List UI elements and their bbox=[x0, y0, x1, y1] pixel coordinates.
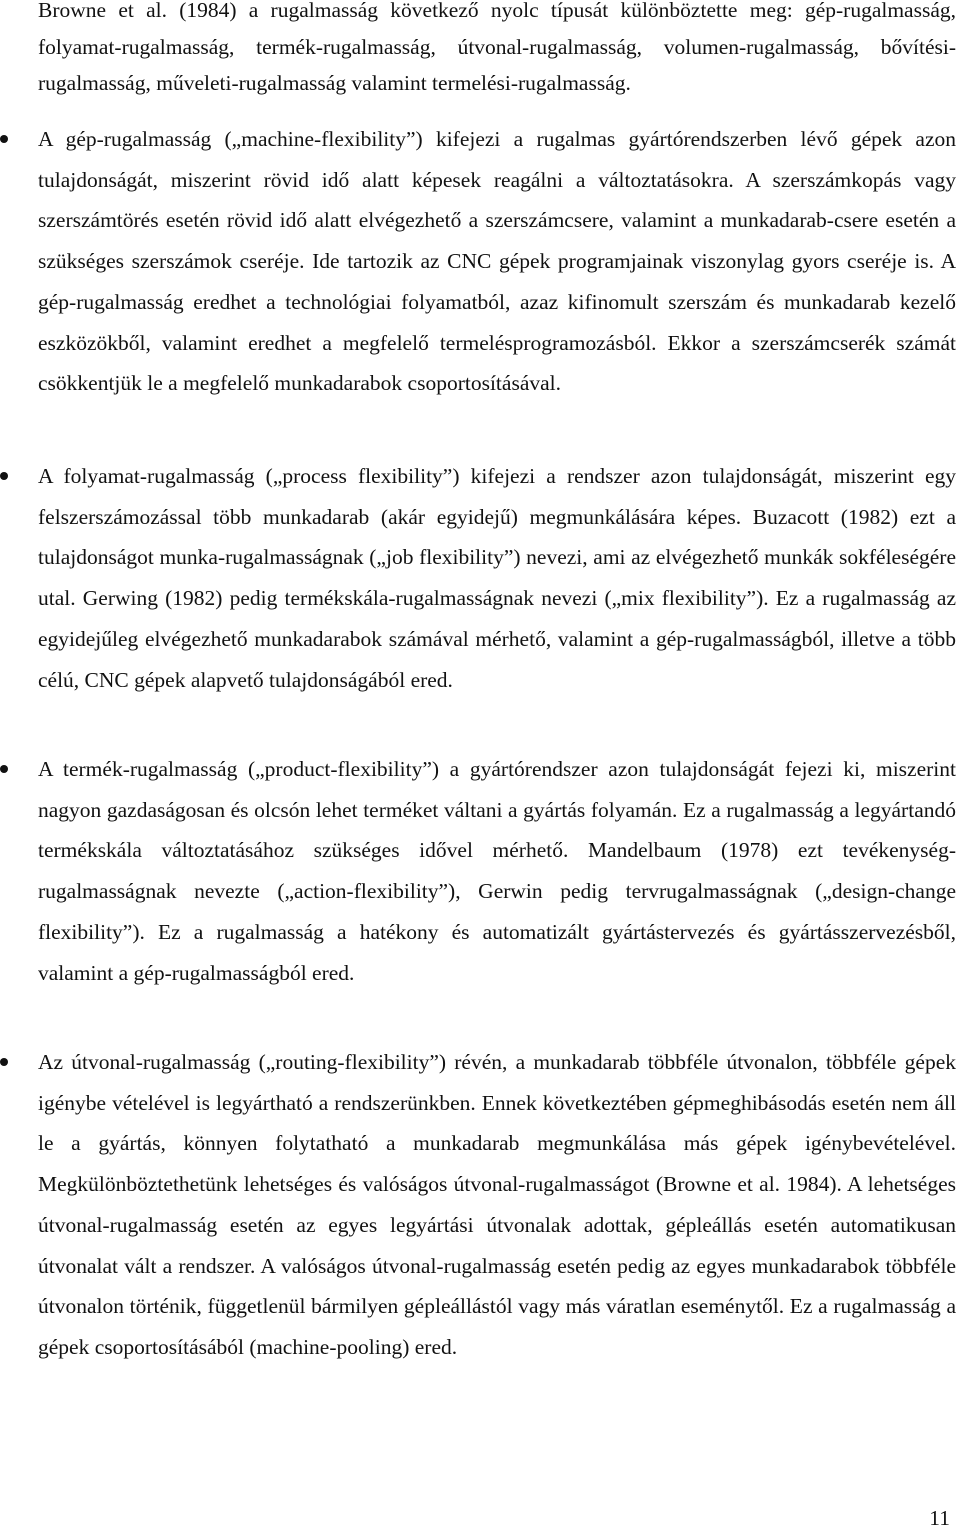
bullet-icon bbox=[0, 1058, 8, 1066]
page-number: 11 bbox=[929, 1506, 950, 1530]
list-item-process-flexibility bbox=[38, 456, 956, 700]
list-item-text: Az útvonal-rugalmasság („routing-flexibility”) révén, a munkadarab többféle útvonalon, többféle gépek igénybe vételével is legyártható a rendszerünkben. Ennek következtében gépmeghibásodás esetén nem áll le a gyártás, könnyen folytatható a munkadarab megmunkálása más gépek igénybevételével. Megkülönböztethetünk lehetséges és valóságos útvonal-rugalmasságot (Browne et al. 1984). A lehetséges útvonal-rugalmasság esetén az egyes legyártási útvonalak adottak, gépleállás esetén automatikusan útvonalat vált a rendszer. A valóságos útvonal-rugalmasság esetén pedig az egyes munkadarabok többféle útvonalon történik, függetlenül bármilyen gépleállástól vagy más váratlan eseménytől. Ez a rugalmasság a gépek csoportosításából (machine-pooling) ered. bbox=[38, 1050, 956, 1359]
list-item-text: A termék-rugalmasság („product-flexibility”) a gyártórendszer azon tulajdonságát fejezi ki, miszerint nagyon gazdaságosan és olcsón lehet terméket váltani a gyártás folyamán. Ez a rugalmasság a legyártandó termékskála változtatásához szükséges idővel mérhető. Mandelbaum (1978) ezt tevékenység-rugalmasságnak nevezte („action-flexibility”), Gerwin pedig tervrugalmasságnak („design-change flexibility”). Ez a rugalmasság a hatékony és automatizált gyártástervezés és gyártásszervezésből, valamint a gép-rugalmasságból ered. bbox=[38, 757, 956, 985]
bullet-icon bbox=[0, 765, 8, 773]
list-item-routing-flexibility bbox=[38, 1042, 956, 1368]
bullet-icon bbox=[0, 472, 8, 480]
list-item-text: A folyamat-rugalmasság („process flexibility”) kifejezi a rendszer azon tulajdonságát, miszerint egy felszerszámozással több munkadarab (akár egyidejű) megmunkálására képes. Buzacott (1982) ezt a tulajdonságot munka-rugalmasságnak („job flexibility”) nevezi, ami az elvégezhető munkák sokféleségére utal. Gerwing (1982) pedig termékskála-rugalmasságnak nevezi („mix flexibility”). Ez a rugalmasság az egyidejűleg elvégezhető munkadarabok számával mérhető, valamint a gép-rugalmasságból, illetve a több célú, CNC gépek alapvető tulajdonságából ered. bbox=[38, 464, 956, 692]
list-item-product-flexibility bbox=[38, 749, 956, 993]
list-item-text: A gép-rugalmasság („machine-flexibility”) kifejezi a rugalmas gyártórendszerben lévő gépek azon tulajdonságát, miszerint rövid idő alatt képesek reagálni a változtatásokra. A szerszámkopás vagy szerszámtörés esetén rövid idő alatt elvégezhető a szerszámcsere, valamint a munkadarab-csere esetén a szükséges szerszámok cseréje. Ide tartozik az CNC gépek programjainak viszonylag gyors cseréje is. A gép-rugalmasság eredhet a technológiai folyamatból, azaz kifinomult szerszám és munkadarab kezelő eszközökből, valamint eredhet a megfelelő termelésprogramozásból. Ekkor a szerszámcserék számát csökkentjük le a megfelelő munkadarabok csoportosításával. bbox=[38, 127, 956, 396]
bullet-icon bbox=[0, 135, 8, 143]
intro-paragraph: Browne et al. (1984) a rugalmasság következő nyolc típusát különböztette meg: gép-rugalmasság, folyamat-rugalmasság, termék-rugalmasság, útvonal-rugalmasság, volumen-rugalmasság, bővítési-rugalmasság, műveleti-rugalmasság valamint termelési-rugalmasság. bbox=[38, 0, 956, 95]
list-item-machine-flexibility bbox=[38, 119, 956, 404]
